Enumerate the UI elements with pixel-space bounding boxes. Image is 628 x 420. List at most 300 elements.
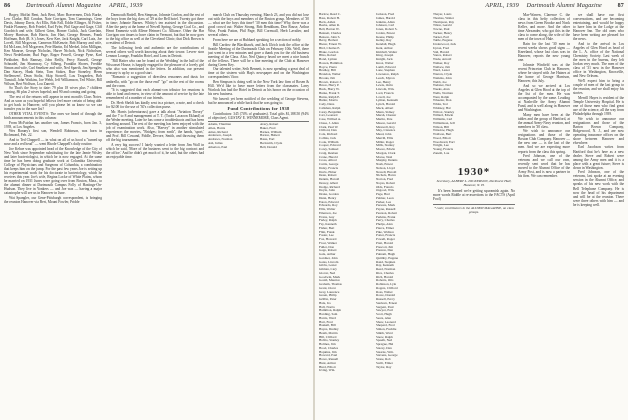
contributor-name: Dodge, Richard — [319, 185, 340, 189]
contributor-name: Irving, Wm. — [319, 369, 336, 373]
contributor-name: Wolfson, Bert — [433, 133, 452, 136]
contributor-name: Reed, Norman — [376, 268, 396, 271]
contributor-name: Gibbs, Lester — [319, 264, 337, 268]
right-running-head — [319, 3, 624, 12]
contributor-name: Swift, Elmer — [376, 361, 393, 365]
right-column-5 — [573, 13, 624, 418]
contributor-name: Farley, Ralph — [319, 219, 337, 223]
contributor-name: King, Joseph — [376, 54, 394, 58]
contributor-name: Curtis, George — [319, 163, 339, 166]
contributor-name: Evans, Guy — [319, 215, 335, 219]
contributor-name: Brown, Robert J. — [319, 80, 342, 84]
contributor-name: Beebe, Allen R. — [319, 24, 340, 28]
right-col5-para: And to the arrival in Los Angeles of Glen Hood as head of the L. A. office of the National Chemistry Society. Last week of the men in the bureau, they left Jordan very much. The men of the class of '31 now in the Hanover office in Washington, Knoxville, and New Orleans. — [573, 41, 624, 79]
contributor-name: Willard, Edwin — [433, 114, 454, 118]
contributor-name: Wheeler, Don — [433, 99, 452, 103]
contributor-name: Rich, Harold — [376, 275, 394, 279]
contributor-name: Wilson, Bill — [433, 125, 449, 129]
contributor-name: Woodward, Earl — [433, 140, 455, 144]
contributor-name: Bird, Charles E. — [319, 46, 341, 50]
contributor-name: Vail, Harold — [433, 50, 450, 54]
left-col1-para: OTHER VITAL EVENTS: The ones we heard of through the birth announcements in this column: — [4, 111, 102, 120]
contributor-name: Sargent, Paul — [376, 305, 394, 309]
contributor-name: Page, Bud — [376, 193, 390, 196]
right-column-4 — [518, 13, 570, 418]
contributor-name: Fuller, Don — [319, 245, 335, 249]
contributor-name: Butler, Morris — [319, 99, 338, 103]
contributor-name: Webb, Joe — [433, 80, 447, 84]
contributor-name: Hopkins, Jim — [319, 350, 337, 354]
contributor-name: Rowe, Donald — [376, 294, 396, 298]
contributor-name: Simon, Freddie — [376, 328, 397, 331]
right-col5-para: We'll expect him to bring a couple of men of the last group to the reunion, and we shall enjoy his stories. — [573, 78, 624, 96]
left-col2-para: "Romanic a suggestion of directless reasoners and dusts for umbrella, with "go on the those end" "go" on the rest of the rooms and the room. — [106, 75, 204, 88]
contributor-name: Berry, Herbert — [319, 39, 339, 43]
contributor-name: Mack, Albert — [376, 106, 394, 110]
contributor-name: Gilman, Cary — [319, 268, 337, 271]
contributor-name: Bass, Robert H. — [319, 16, 340, 20]
contributor-name: Stacey, Dan — [376, 346, 392, 350]
contributor-name: Gates, Lincoln — [319, 260, 339, 264]
contributor-name: Mason, Gerald — [376, 121, 396, 125]
contributor-name: Watkins, John — [433, 76, 452, 80]
contributor-name: Miller, Roger — [376, 140, 394, 144]
contributor-name: Kendall, Hugh — [376, 43, 396, 46]
contributor-name: Tilton, Gerald — [433, 24, 452, 28]
contributor-name: Wright, Lee — [433, 144, 449, 148]
contributor-name: Merrill, Ellis — [376, 136, 394, 140]
right-col4-para: And so we arrived at Los Angeles at Glen Hood at the top of the list of the men. He was accompanied by the same. Leading at Nashville the Army Alumni Fund, and is well along in Hanover and Washington. — [518, 83, 570, 112]
contributor-name: Pierce, Elmer — [376, 226, 394, 230]
contributor-name: Fox, Howard — [319, 238, 337, 241]
contributor-name: Emerson, Joe — [319, 211, 337, 215]
left-column-2 — [106, 13, 204, 418]
contributor-name: Gray, Laurence — [319, 290, 340, 294]
contributor-name: Corey, Samuel — [319, 148, 339, 151]
contributor-name: Stearns, Wm. — [376, 350, 394, 354]
contributor-name: Turner, Earl — [433, 35, 449, 39]
left-page — [0, 0, 313, 420]
contributor-name: Barnes, William — [260, 129, 282, 134]
contributor-name: Morgan, Clark — [376, 151, 396, 155]
contributor-name: Crane, Harold — [319, 155, 338, 159]
contributor-name: Taylor, Ray — [376, 365, 392, 369]
left-col1-para: The rest of the returns will appear in next month's Class Notes. And as soon as you hopeful fellows feel more certain of being able to get back to Hanover, will you please let us know so we can transfer you to the sure list? — [4, 95, 102, 112]
contributor-name: Parsons, Mark — [376, 204, 396, 208]
contributor-name: Moore, Edwin — [376, 148, 396, 151]
contributor-name: Phelps, Alan — [376, 223, 393, 226]
contributor-name: Gould, Maurice — [319, 279, 340, 283]
contributor-name: Gardner, John — [319, 256, 338, 260]
contributor-name: Shepard, Fred — [376, 324, 395, 328]
contributor-name: Russell, Percy — [376, 298, 395, 301]
contributor-name: Jordan, Ernest — [376, 31, 395, 35]
left-column-3 — [208, 13, 309, 418]
contributor-name: Osgood, Wm. — [376, 189, 395, 193]
contributor-name: Avery, Robert — [260, 122, 279, 127]
contributor-name: Sawyer, Earl — [376, 309, 393, 313]
contributor-name: Hart, Fred — [319, 320, 333, 324]
contributor-name: Jackson, Fred — [376, 13, 395, 16]
contributor-name: Roberts, Otis — [376, 279, 394, 283]
contributor-names-column-3 — [433, 13, 515, 163]
contributor-name: Bowen, Hamilton — [319, 61, 343, 65]
contributor-name: Lincoln, Wm. — [376, 88, 395, 91]
contributor-name: Bennett, Charles — [319, 31, 341, 35]
contributor-name: Hunt, Arthur — [319, 361, 336, 365]
contributor-name: Drake, Gordon — [319, 193, 339, 196]
right-col4-para: Johnnie Winfield was at the recent Princeton Club in Hanover, where he stayed with Joe Haines at the home of George Harrison, Hanover, this July. — [518, 62, 570, 83]
right-col4-para: Many men have been at the tables and the group of Hartford, at the annual Army-Navy reunion, and members in '30 class. — [518, 112, 570, 129]
left-col1-para: Wat Spangler, our Gene-Pittsburgh correspondent, is bringing the reunion Hanover via Bert, Mount Fowler, Pridde — [4, 195, 102, 204]
contributor-name: Lawrence, Ralph — [376, 73, 399, 76]
contributor-name: Burns, Ralph E. — [319, 95, 341, 99]
contributor-name: Wade, Arnold — [433, 58, 452, 61]
contributor-name: Kimball, Walter — [376, 50, 398, 54]
contributor-name: Rice, Charles — [376, 271, 394, 275]
contributor-name: Ash, Julius — [208, 140, 223, 145]
contributor-name: Potter, Francis — [376, 234, 396, 238]
contributor-name: Clifford, Dan — [319, 129, 337, 133]
footnote: * cash; contributors in the ALUMNI MAGAZINE, on class groups. — [434, 205, 514, 214]
contributor-name: Kent, Arthur — [376, 46, 393, 50]
contributor-name: Payne, Russell — [376, 208, 396, 211]
class-intro — [433, 189, 515, 202]
contributor-name: Ellis, Walter — [319, 208, 336, 211]
contributor-name: Olds, Francis — [376, 185, 394, 189]
contributor-name: Green, Philip — [319, 294, 337, 298]
contributor-name: Sears, Alan — [376, 316, 392, 320]
fund-contributions-heading: Fund Contributions for 1938 — [227, 106, 290, 111]
right-col5-para: we shall have our first conversations, and are becoming entertaining, and would be happy to have him in the Lodge at the Hanover Inn. The old ones who have been writing are pleased for the news. — [573, 13, 624, 42]
contributor-name: Lewis, Orrin — [376, 84, 393, 88]
left-page-number: 86 — [4, 3, 11, 9]
contributor-name: Dunn, Henry — [319, 196, 337, 200]
contributor-name: Underwood, Jack — [433, 43, 457, 46]
contributor-name: Lovell, Joe — [376, 95, 391, 99]
left-col3-para: march Club on Thursday evening, March 23, and you did not lose out with the boys and members of the Boston group. Members of '30 — what are the boys this time? '30 men this time? Why, there was a good crowd out: Walter Strong, Bob Bendtham, Don Rouse, Arthur Wise, Frank Fatton, Phil Page, Bill Cornwall, Herb Lavalier, and several others. — [208, 13, 309, 38]
contributor-name: Knight, Jack — [376, 58, 393, 61]
contributor-name: Wilcox, Stanley — [433, 110, 455, 114]
right-col5-para: Earl Jacobson writes from Hartford that he's here as a new dealer. Steve and Robert were among the Army men and it is a place with a great future; Steve is down in Washington. — [573, 145, 624, 170]
contributor-name: Pearson, Robert — [376, 211, 398, 215]
contributor-name: Weeks, Alan — [433, 88, 450, 91]
contributor-name: Andrews, Norman — [208, 137, 233, 142]
contributor-name: Robinson, Lyle — [376, 283, 397, 286]
contributor-name: Hurd, Elliott — [319, 365, 336, 369]
contributor-name: Rogers, Clifford — [376, 286, 398, 290]
contributor-name: Burke, Frank T. — [319, 91, 340, 95]
contributor-name: Cole, Richard — [319, 133, 338, 136]
contributor-name: Parker, Lee — [376, 200, 392, 204]
contributor-name: Hill, Clifford — [319, 335, 337, 339]
contributor-name: Edwards, Roy — [319, 204, 338, 208]
contributor-name: Young, Francis — [433, 148, 453, 151]
contributor-name: Thayer, Louis — [433, 13, 452, 16]
contributor-name: Bell, Donald — [260, 144, 277, 149]
contributor-name: Lamb, Edward — [376, 65, 396, 69]
left-col2-para: "It is suggested that each alumni-con tributor for reunions is able to fund and renew, in view of the amount of service by the late remembered of a number of our friends. — [106, 88, 204, 101]
contributor-name: Williams, Carl — [433, 118, 453, 121]
contributor-name: Callahan, Ralph — [319, 106, 341, 110]
left-col2-para: Mr. Harris (adventurous) gave a talk about "Aviation Theory" and the 7 to 8 and management at T. T. (Toolo Lacaoon Eklund) at the Weder meeting. Later he has come a troubleshoots and has been traveling around. The rest of the meeting has been enjoyed with the job of examination work. Also, "Harvey" in another stimulated experience; the movies, "Bridges; from earth", the hands, 'sport,' and Prof. Bill Cowand, Fiddle, Devore, Smith, and throwing them off the big tournament. — [106, 109, 204, 142]
contributor-name: Grant, Oscar — [319, 286, 336, 290]
contributor-name: Ames, Richard — [208, 129, 228, 134]
contributor-name: Hobbs, Stanley — [319, 339, 340, 343]
left-col3-para: From here we are at Hubbard speaking for a section of nobly. — [213, 37, 302, 42]
contributor-name: Bruce, Harry P. — [319, 84, 340, 88]
contributor-name: Pratt, Harold — [376, 241, 394, 245]
contributor-name: Collins, Jack — [319, 136, 337, 140]
left-col3-para: We haven't yet been notified of the wedding of George Stevens, but he announced a while back that he was going to. — [208, 96, 309, 105]
contributor-name: Zanetti, Lou — [433, 151, 450, 155]
contributor-name: Martin, Pete — [376, 118, 393, 121]
contributor-name: Walker, Roy — [433, 61, 450, 65]
contributor-name: Holmes, Jim — [319, 343, 336, 346]
contributor-name: Preston, Dan — [376, 249, 394, 253]
contributor-name: White, Ted — [433, 103, 448, 106]
contributor-name: Case, Wilfred A. — [319, 118, 341, 121]
contributor-name: Bradley, Bill — [319, 69, 336, 73]
contributor-name: Snow, Ralph — [376, 335, 393, 339]
contributor-name: Sanborn, Ernest — [376, 301, 398, 305]
contributor-name: Lee, Henry — [376, 80, 391, 84]
contributor-name: Jenkins, Allen — [376, 20, 395, 24]
right-col5-para: Fred Johnson, one of the veterans, last spoke at an evening session in the Alumni Office, and speaks of his new work with the Bell Telephone Company. He is now the head of his department and will be at the reunion. There were three others with him — and he is keeping well. — [573, 170, 624, 207]
right-col5-para: Merrill Hayes is resident of the Temple University Hospital. He is one of those men who find great use of the science, all the way from Philadelphia through 1939. — [573, 95, 624, 116]
contributor-name: Bond, Lyman — [319, 58, 337, 61]
contributor-name: Barlow, Reed C. — [319, 13, 341, 16]
contributor-name: Beck, Alden — [319, 20, 336, 24]
right-issue-date: APRIL, 1939 — [485, 3, 519, 9]
contributor-name: Bell, Barton W. — [319, 28, 340, 31]
right-col5-para: We wish to announce our resignations and those of the Barton Brown Company, Ridgewood, N. J., and are now operating insurance offices on the shore between Hanover and elsewhere. — [573, 116, 624, 145]
contributor-name: Lynch, Harold — [376, 103, 396, 106]
contributor-name: Wood, Elliott — [433, 136, 451, 140]
contributor-name: Maxwell, Roy — [376, 125, 395, 129]
contributor-name: Daley, Francis — [319, 166, 339, 170]
contributor-name: Lyman, Kenneth — [376, 99, 398, 103]
contributor-name: Brandon, Walter — [319, 73, 341, 76]
left-col2-para: Darmouth Bodell, Ben Simpson, Johnnie Conlon, and the rest of the boys from the big class of '29 at the Bell hotel. Twenty got there in time; Johnnie Barnes. Whitty's ten assisted in the discussion. After the party at the home of Newell Spring, George Coal Co., and Henri Emmertz with Allene Heimert Co. Alliance. Other the Har Corrigan con tinues to have claim in Vermont, but that he now goes to the big office as well at the Cleveland Clinic; that Dick Brown is a resident of Detroit. — [106, 13, 204, 46]
contributor-name: Shaw, Leonard — [376, 320, 396, 324]
contributor-name: Sprague, Hal — [376, 343, 394, 346]
left-col3-para: Ben Simpson is doing well in the New York law firm of Rosen & Hill. We'd like to have more letters from the classmates. Larry Warlock has had the Hotel in Detroit as his honor on the occasion of his new business. — [208, 80, 309, 97]
contributor-name: Howard, Paul — [319, 354, 338, 358]
contributor-name: Ward, Lester — [433, 69, 450, 73]
contributor-name: Ross, Walter — [376, 290, 393, 294]
contributor-name: Wallace, Jim — [433, 65, 450, 69]
contributor-name: Griffin, Peter — [319, 298, 337, 301]
contributor-name: Graham, Thomas — [319, 283, 342, 286]
contributor-name: Glover, Ned — [319, 271, 336, 275]
contributor-name: Heath, Martin — [319, 331, 338, 335]
contributor-name: Tuttle, Eugene — [433, 39, 453, 43]
contributor-name: Pike, Wallace — [376, 230, 394, 234]
contributor-name: Chase, J. Allen — [319, 121, 339, 125]
left-col1-para: And to Ted Chappell — in what on all of us hood a "turned up nose and a red head" — went Rhode Chappell's daily routine. — [4, 137, 102, 147]
contributor-name: Hood, Charles — [319, 346, 339, 350]
contributor-name: Kelley, Ray — [376, 39, 392, 43]
contributor-name: Winslow, Hugh — [433, 129, 454, 133]
left-col2-para: "Bill Hatter who can be found at the Wedding' in the hall of the Wiscasset House, is happily engaged to the pleasure of a lovely girl who also was mentioned in the letters. In addition, our present treasury is up by so a good start. — [106, 58, 204, 75]
contributor-name: Spaeth, Ned — [376, 339, 393, 343]
contributor-name: Fay, Kenneth — [319, 223, 337, 226]
contributor-name: Craig, Reuben — [319, 151, 339, 155]
left-col1-para: Bogey, Moffat Bent, Jack Bent, Marc Bravermen, Dick Burke, Lew Clarke, Bill Condon, Nate Corrigan, Tom Cummings, Gene Davis, Johnny Davis, Art Ellis, Bob Fall, Eddie Ellinger, Al Fisher, Finkle Flannery, Bob Friedel, Earl Fyler, Phil Gage and Gage, Cliff Goodrich and wife, Gilbert Grim, Homer Gulick, Jack Guerlain, Morey Harrison, Bob Harris, Jim Hart, George Hennes, Frank Hoffman, Bob (R. S.) Jones, Kew Kee, Jack Knight, Carl Lutz, Joe Lovell, Bill Mcgowan, Cameron McKenzie, Bob Murray and wife, Ed McLean, Jeff Mcgavern, Pete Martin, Ed Merkel, John Milligan, Ken Munroe, George Nicholas, Harve Nichols, Nick Nicholson, Newt Nedeflanter, Bud Page, Roger Powell, George Pyne, Karl Piekhaber, Bob Ramsay, John Reilly, Percy Russell, George Schnadel, Jim Shumway, Cy Silberg, Franklin Shores, Freddie Simon and wife, Carl Smeltzer and wife, Ned Spaeth, Jim Spengler, Dan Stacey, Hank Stein, Tom Stokes, Burr Stoneley, Herm Stellenwerf, Dean Stoltz, Skip Stowell, Lou Teagarden, Bob Tunstall, John Watkins, Joe Webb, Jeff Williamson, Ted White, Bill Wilson, Bert Wolfson, Lou Zanetti. — [4, 13, 102, 86]
right-col4-para: Fred Johnson, one of the veterans and we call our own, recently sent word that he has moved to the Alumni Office of the Army Post, and is now a partner in his firm. We can remember. — [518, 154, 570, 179]
contributor-name: Mead, John — [376, 133, 392, 136]
contributor-name: Doyle, John — [319, 189, 335, 193]
contributor-name: Quimby, Eugene — [376, 256, 399, 260]
contributor-name: Hamilton, Ralph — [319, 309, 341, 313]
left-running-head — [4, 3, 309, 12]
contributor-name: Webster, Ned — [433, 84, 451, 88]
contributor-name: Davis, Elmer — [319, 170, 337, 174]
left-magazine-title: Dartmouth Alumni Magazine — [26, 3, 102, 9]
right-page-number: 87 — [617, 3, 624, 9]
contributor-name: Palmer, Leon — [376, 196, 394, 200]
contributor-name: Marsh, Chester — [376, 114, 397, 118]
left-col1-para: So That's the Story to date: 79 plus 18 wives plus 7 children coming, 86 plus 2 wives hopeful; and 90 and coming and going. — [4, 86, 102, 95]
contributor-name: Warren, Clyde — [433, 73, 453, 76]
contributor-name: Anderson, Joseph — [208, 133, 232, 138]
contributor-name: Boyce, Pierre — [319, 65, 337, 69]
contributor-name: Beckwith, Clyde — [260, 140, 283, 145]
contributor-name: James, Harold — [376, 16, 395, 20]
contributor-name: Stevens, George — [376, 354, 398, 358]
contributor-name: Bierer, Ernest W. — [319, 43, 342, 46]
contributor-name: Jones, Robert S. — [376, 28, 398, 31]
contributor-names-column-2 — [376, 13, 431, 418]
left-issue-date: APRIL, 1939 — [109, 3, 143, 9]
contributor-name: Blake, Gordon — [319, 50, 339, 54]
contributor-name: Dennis, Harold — [319, 178, 340, 181]
contributor-name: Eaton, Edward — [319, 200, 339, 204]
contributor-name: Stone, Rob — [376, 358, 391, 361]
contributor-name: Buck, Harry W. — [319, 88, 340, 91]
contributor-name: Norton, Fred — [376, 178, 394, 181]
contributor-name: Tucker, Henry — [433, 31, 452, 35]
left-col1-para: From McFairlan has another son, James Francis, born Jan. 3, 1939, at Los Angeles. — [4, 120, 102, 129]
class-secretary: Secretary, ALBERT L. DICKERSON, Parkhurst Hall, Hanover, N. H. — [436, 179, 512, 187]
contributor-name: Thompson, Ray — [433, 20, 455, 24]
contributor-name: Knox, Walter — [376, 61, 394, 65]
right-magazine-title: Dartmouth Alumni Magazine — [526, 3, 602, 9]
contributor-name: Dewey, Albert — [319, 181, 339, 185]
contributor-name: Adams, Thurman — [208, 122, 232, 127]
class-intro-para: It's been learned we're getting squeamish again. No more words Riddle at re-assertions to the FACTS (April Fool) — [433, 189, 515, 202]
right-col4-para: Rain for the last '30 men in recent weeks shows good signs — Kneeland, whose last class was in Hanover, reports the new young one. — [518, 41, 570, 63]
left-col2-para: Dr. Herb Sheldt has kindly sent in a picture, a note, and a check for $2.00 for the use of '30's collection purse. — [106, 100, 204, 109]
contributor-name: Clark, Paul W. — [319, 125, 339, 129]
contributor-name: Goodwin, Mark — [319, 275, 341, 279]
contributor-name: Perry, Charles — [376, 219, 395, 223]
left-col3-para: Bill Cardow the Blackhawk, and Jack Ulrich took the office at the Seattle Meeting of the Dartmouth Club on February 10th. Well, there just went in a few minutes and gave a thank you for the old business meeting of the Class. Also, Ned Quincy heard we meet a nice bunch of the fellows. There will be a fine meeting of the Club at Hanover during Green Key. — [208, 42, 309, 67]
contributor-name: Haskell, Bill — [319, 324, 336, 328]
divider — [433, 204, 515, 205]
contributor-name: Lord, Francis — [376, 91, 394, 95]
contributor-name: Flint, Frank — [319, 230, 335, 234]
contributor-name: Towne, Paul — [433, 28, 450, 31]
contributor-name: Baker, Fred — [260, 125, 276, 130]
right-col4-para: We wish to announce our resignations and those of the Boston Club Company. Hanover — the new one — is the last of the men. And we are expecting more reports from the class this spring. — [518, 129, 570, 154]
contributor-name: Rand, Stephen — [376, 260, 396, 264]
right-col4-para: Mar-Warren, Clarence C. the class in this hefty collection of news from Green Brooke and Nook Keller, and more. And the other time Alexander, who got this in the class to come along, the wife of the men of the town of Hale. — [518, 13, 570, 42]
contributor-name: Bates, Earl — [260, 137, 275, 142]
contributor-name: Hale, Ira — [319, 301, 331, 305]
contributor-name: Mann, Sidney — [376, 110, 395, 114]
contributor-name: Leach, Myron — [376, 76, 395, 80]
contributor-name: Noyes, Robert — [376, 181, 396, 185]
fund-summary: Contributors: 345 (74% of graduates). Total gifts $1,188.50 (94% of objective). GUSTAV E. WINNEMORE, Class Agent. — [208, 112, 309, 121]
contributor-name: Nash, Ernest — [376, 163, 393, 166]
contributor-name: Williamson, Jeff — [433, 121, 455, 125]
contributor-name: Cooper, Edward — [319, 144, 341, 148]
contributor-name: Morse, Neal — [376, 155, 393, 159]
contributor-name: May, Clarence — [376, 129, 396, 133]
contributor-name: Nichols, Harve — [376, 174, 396, 178]
contributor-name: Murphy, Dennis — [376, 159, 398, 163]
contributor-name: Johnson, Carl — [376, 24, 395, 28]
left-col1-para: Wes Barany's first son, Wendell Robinson, was born in Richmond, Feb. 22. — [4, 129, 102, 138]
contributor-name: Nelson, Lloyd — [376, 166, 395, 170]
contributor-name: Upton, Fred — [433, 46, 449, 50]
class-year-heading: 1930* — [457, 166, 491, 178]
contributor-name: Wells, Norman — [433, 91, 453, 95]
contributor-names-column-1 — [319, 13, 374, 418]
right-page — [315, 0, 628, 420]
contributor-name: Perkins, Frank — [376, 215, 396, 219]
contributor-name: Allen, Harris — [208, 125, 226, 130]
contributor-name: Foster, Lee — [319, 234, 334, 238]
contributor-name: Gale, Arthur — [319, 253, 336, 256]
left-col2-para: The following fresh and authentic are the contributions of several others well worth knowing about their towns: Leven- ston Lennon Lounge, Franklin Hotel, and Lons in Detroit. — [106, 45, 204, 59]
left-col3-para: Our talented writer, Seth Bennett, is now spending a great deal of time at the sixteen with Hap's newspaper and on the Washington correspondents' floor. — [208, 67, 309, 80]
contributor-name: Gage, Robert — [319, 249, 337, 253]
contributor-name: Hall, Norris — [319, 305, 335, 309]
contributor-name: Scott, Hugh — [376, 313, 392, 316]
contributor-name: Benson, John S. — [319, 35, 341, 39]
contributor-name: Ray, Kenneth — [376, 264, 394, 268]
contributor-name: Frost, Walker — [319, 241, 337, 245]
fund-name-list — [208, 123, 309, 149]
left-col2-para: A very big success! I lately wanted a letter from Jim Wall in which he said, 'More of the business went to the big contract and the office.' And he didn't get much of it, he said, but the others had an enjoyable time. — [106, 142, 204, 159]
contributor-name: West, Ralph — [433, 95, 450, 99]
contributor-name: Newell, Harold — [376, 170, 397, 174]
contributor-name: Carr, Leonard — [319, 114, 338, 118]
contributor-name: Lane, Stephen — [376, 69, 395, 73]
contributor-name: Smith, Ward — [376, 331, 393, 335]
contributor-name: Cross, Alfred — [319, 159, 337, 163]
contributor-name: Whitney, Hal — [433, 106, 451, 110]
contributor-name: Powell, Roger — [376, 238, 395, 241]
contributor-name: Cady, Dana — [319, 103, 335, 106]
contributor-name: Keene, Philip — [376, 35, 394, 39]
contributor-name: Cook, William — [319, 140, 339, 144]
contributor-name: Harding, Sam — [319, 313, 338, 316]
contributor-name: Mills, Stanley — [376, 144, 395, 148]
contributor-name: Barton, Hubert — [260, 133, 280, 138]
contributor-name: Bliss, Robert — [319, 54, 337, 58]
right-column-3 — [433, 13, 515, 418]
left-column-1 — [4, 13, 102, 418]
contributor-name: Putnam, Hugh — [376, 253, 396, 256]
left-col1-para: Joe Kehoe was appointed head of the Knowledge of the City of New York since September substituting for the late Jamie Wisley and later bacteriologist, in which he is now engaged. At the same time he has been doing graduate work at Columbia University College of Physicians and Surgeons of Columbia, a combination that keeps him on the jump. For the past few years Joe is setting up his experimental work for his doctorate in bacteriology, which he receives this year. Joe's wife, Regina Locke of White Plains, whom he married on 1931 Junes were going over from Boston, Mass., to the alumni dinner at Dartmouth Campus Folly of Hastings-On-Hudson. They live in Yonkers — and Joe was — having a major catastrophe will see us in Hanover in June. — [4, 146, 102, 196]
contributor-name: Thomas, Walter — [433, 16, 454, 20]
contributor-name: Atherton, Paul — [208, 144, 228, 149]
contributor-name: Brooks, Jim — [319, 76, 335, 80]
